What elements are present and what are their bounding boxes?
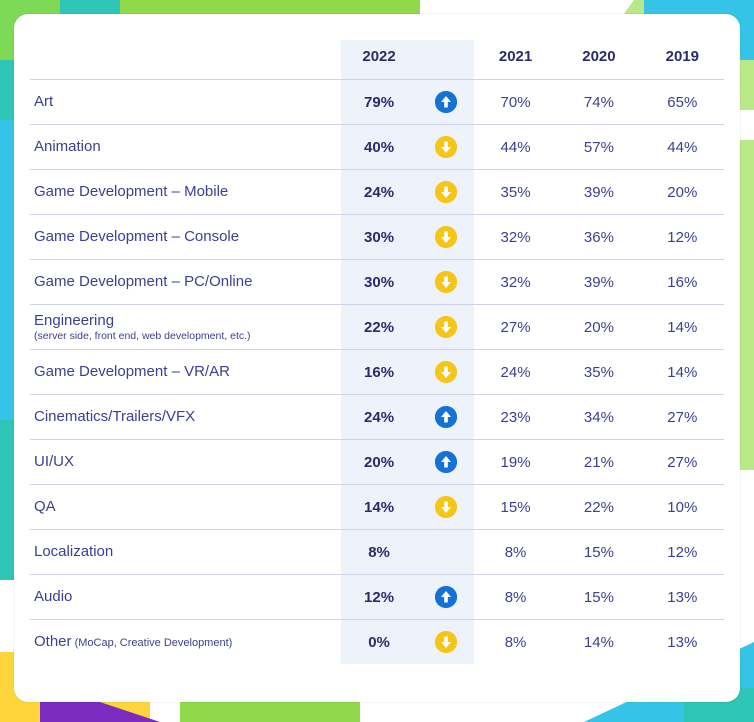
cell-2020: 39% [557,170,640,215]
table-row [30,575,724,620]
arrow-down-icon [435,271,457,293]
arrow-up-icon [418,575,474,620]
arrow-up-icon [435,406,457,428]
table-header-row [30,40,724,80]
cell-2021: 32% [474,215,557,260]
table-row [30,260,724,305]
table-row [30,125,724,170]
cell-2019: 12% [641,215,724,260]
arrow-up-icon [435,91,457,113]
cell-2021: 35% [474,170,557,215]
cell-2021: 23% [474,395,557,440]
table-body [30,80,724,665]
trend-none [418,530,474,575]
arrow-down-icon [435,316,457,338]
cell-2020: 34% [557,395,640,440]
row-label-text: Game Development – Mobile [34,183,229,201]
cell-2020: 39% [557,260,640,305]
row-label [30,215,341,260]
row-label [30,620,341,665]
table-row [30,620,724,665]
row-label [30,170,341,215]
cell-2019: 14% [641,350,724,395]
cell-2022: 14% [341,485,418,530]
arrow-up-icon [435,586,457,608]
cell-2020: 15% [557,530,640,575]
table-header [30,40,724,80]
arrow-down-icon [435,631,457,653]
table-row [30,305,724,350]
cell-2021: 27% [474,305,557,350]
cell-2022: 24% [341,170,418,215]
cell-2019: 27% [641,440,724,485]
cell-2021: 24% [474,350,557,395]
cell-2022: 22% [341,305,418,350]
cell-2020: 22% [557,485,640,530]
table-row [30,485,724,530]
arrow-down-icon [435,496,457,518]
cell-2022: 20% [341,440,418,485]
cell-2020: 35% [557,350,640,395]
arrow-down-icon [435,181,457,203]
cell-2021: 19% [474,440,557,485]
cell-2022: 8% [341,530,418,575]
row-label-text: Game Development – PC/Online [34,273,253,291]
arrow-down-icon [418,260,474,305]
table-row [30,440,724,485]
cell-2020: 36% [557,215,640,260]
row-label-subtext: (server side, front end, web development, etc.) [34,330,251,343]
row-label-text: QA [34,498,56,516]
cell-2019: 20% [641,170,724,215]
row-label-text: Engineering [34,311,115,329]
arrow-up-icon [418,440,474,485]
cell-2022: 30% [341,215,418,260]
cell-2020: 20% [557,305,640,350]
row-label-text: Game Development – Console [34,228,240,246]
column-header-2020: 2020 [557,40,640,80]
cell-2022: 12% [341,575,418,620]
cell-2019: 27% [641,395,724,440]
row-label [30,125,341,170]
row-label-text: Art [34,93,54,111]
cell-2020: 21% [557,440,640,485]
cell-2021: 70% [474,80,557,125]
arrow-down-icon [435,226,457,248]
cell-2022: 30% [341,260,418,305]
row-label-text: Game Development – VR/AR [34,363,230,381]
row-label [30,440,341,485]
row-label [30,485,341,530]
cell-2022: 24% [341,395,418,440]
column-header-category [30,40,341,80]
row-label-text: Cinematics/Trailers/VFX [34,408,196,426]
row-label [30,80,341,125]
arrow-down-icon [418,620,474,665]
column-header-2019: 2019 [641,40,724,80]
row-label-text: Audio [34,588,73,606]
arrow-down-icon [435,361,457,383]
table-row [30,530,724,575]
table-row [30,80,724,125]
arrow-down-icon [418,215,474,260]
cell-2019: 44% [641,125,724,170]
cell-2019: 65% [641,80,724,125]
row-label [30,530,341,575]
column-header-2022: 2022 [341,40,418,80]
arrow-down-icon [418,485,474,530]
row-label [30,395,341,440]
arrow-up-icon [418,395,474,440]
cell-2019: 16% [641,260,724,305]
cell-2022: 40% [341,125,418,170]
row-label [30,350,341,395]
cell-2019: 10% [641,485,724,530]
arrow-up-icon [418,80,474,125]
arrow-down-icon [418,350,474,395]
arrow-down-icon [418,170,474,215]
cell-2019: 13% [641,575,724,620]
table-row [30,350,724,395]
cell-2021: 44% [474,125,557,170]
cell-2022: 16% [341,350,418,395]
arrow-down-icon [418,305,474,350]
cell-2020: 14% [583,633,614,651]
arrow-up-icon [435,451,457,473]
cell-2020: 74% [557,80,640,125]
cell-2019: 13% [667,633,698,651]
column-header-2021: 2021 [474,40,557,80]
survey-table-card [14,14,740,702]
cell-2021: 8% [474,575,557,620]
row-label-text: Animation [34,138,101,156]
cell-2020: 57% [557,125,640,170]
cell-2019: 14% [641,305,724,350]
column-header-trend [418,40,474,80]
cell-2022: 0% [341,620,418,665]
row-label [30,575,341,620]
cell-2020: 15% [557,575,640,620]
row-label [30,305,341,350]
arrow-down-icon [435,136,457,158]
cell-2022: 79% [341,80,418,125]
table-row [30,395,724,440]
deco-shape-right-lime [740,140,754,470]
cell-2021: 8% [474,530,557,575]
survey-results-table [30,40,724,664]
row-label [30,260,341,305]
arrow-down-icon [418,125,474,170]
table-row [30,215,724,260]
row-label-text: UI/UX [34,453,75,471]
row-label-text: Localization [34,543,114,561]
row-label-subtext: (MoCap, Creative Development) [71,637,233,650]
cell-2021: 8% [504,633,527,651]
table-row [30,170,724,215]
cell-2021: 15% [474,485,557,530]
cell-2019: 12% [641,530,724,575]
cell-2021: 32% [474,260,557,305]
row-label-text: Other [34,633,72,651]
